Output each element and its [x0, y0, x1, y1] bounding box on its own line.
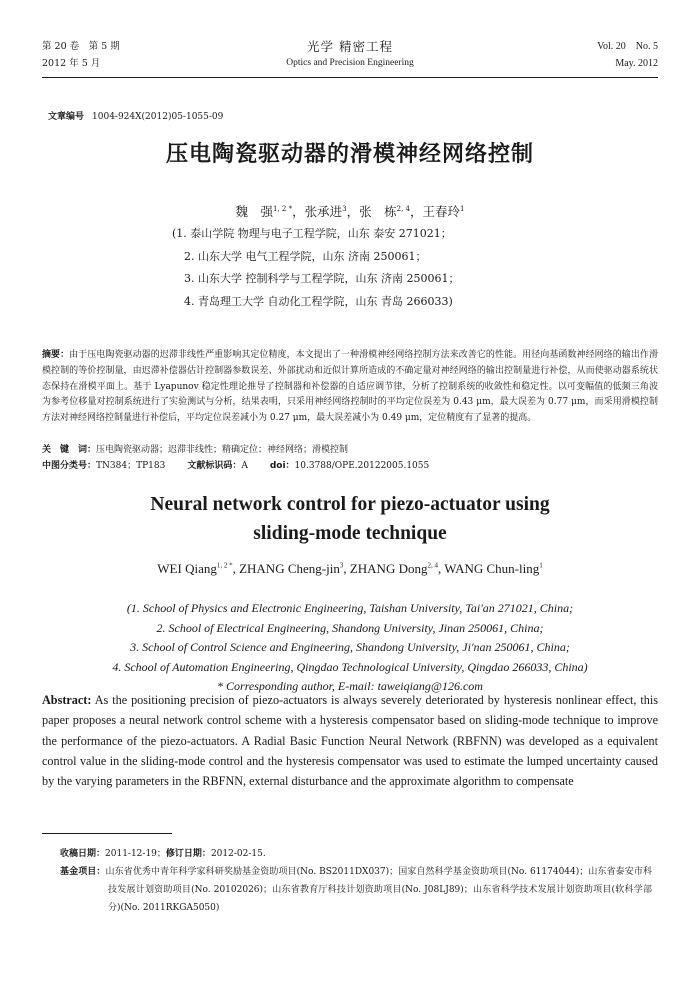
- author-affiliation-mark: 1: [539, 561, 543, 570]
- header-divider: [42, 77, 658, 78]
- affiliation-en-1: (1. School of Physics and Electronic Engineering, Taishan University, Tai'an 271021, China;: [126, 601, 574, 615]
- header-center: [42, 38, 658, 72]
- funding-line: [60, 863, 652, 917]
- affiliation-en-2: 2. School of Electrical Engineering, Shandong University, Jinan 250061, China;: [156, 620, 544, 635]
- abstract-en-text: As the positioning precision of piezo-actuators is always severely deteriorated by hysteresis nonlinear effect, this paper proposes a neural network control scheme with a hysteresis compensator based on sliding-mode technique to improve the performance of the piezo-actuators. A Radial Basic Function Neural Network (RBFNN) was developed as a equivalent control value in the sliding-mode control and the hysteresis compensator was used to estimate the lumped uncertainty caused by the varying parameters in the RBFNN, external disturbance and the approximate algorithm to compensate: [42, 693, 659, 789]
- abstract-en-label: Abstract:: [42, 693, 92, 707]
- volume-issue-en: Vol. 20 No. 5: [597, 41, 658, 52]
- title-zh: 压电陶瓷驱动器的滑模神经网络控制: [165, 142, 534, 167]
- journal-name-zh: 光学 精密工程: [307, 39, 393, 54]
- abstract-zh-text: 由于压电陶瓷驱动器的迟滞非线性严重影响其定位精度，本文提出了一种滑模神经网络控制方法来改善它的性能。用径向基函数神经网络的输出作滑模控制的等价控制量，由迟滞补偿器估计控制器参数误差、外部扰动和近似计算所造成的不确定量对神经网络的输出控制量进行补偿，从而使驱动器系统状态保持在滑模平面上。基于 Lyapunov 稳定性理论推导了控制器和补偿器的自适应调节律，分析了控制系统的收敛性和稳定性。以可变幅值的低频三角波为参考位移量对控制系统进行了实验测试与分析，结果表明，只采用神经网络控制时的平均定位误差为 0.43 μm，最大误差为 0.77 μm，而采用滑模控制方法对神经网络控制量进行补偿后，平均定位误差减小为 0.27 μm，最大误差减小为 0.49 μm，定位精度有了显著的提高。: [42, 350, 658, 424]
- doi-label: doi：: [269, 461, 295, 471]
- dates-line: [60, 845, 652, 863]
- fund-label: 基金项目：: [60, 867, 106, 877]
- article-number-label: 文章编号: [48, 112, 85, 122]
- author-name: 魏 强: [235, 204, 274, 219]
- author-affiliation-mark: 1, 2 *: [273, 204, 293, 213]
- author-affiliation-mark: 2, 4: [396, 204, 410, 213]
- author-name-en: WANG Chun-ling: [444, 561, 540, 576]
- volume-issue-zh: 第 20 卷 第 5 期: [42, 41, 120, 52]
- doc-code-value: A: [241, 461, 248, 471]
- affiliation-en-3: 3. School of Control Science and Engineering, Shandong University, Ji'nan 250061, China;: [130, 640, 570, 654]
- abstract-en: [42, 690, 658, 791]
- author-affiliation-mark: 3: [339, 561, 344, 570]
- title-en-line-2: sliding-mode technique: [253, 523, 447, 544]
- footnote-divider: [42, 833, 172, 834]
- authors-en: WEI Qiang$^{1, 2 *}$, ZHANG Cheng-jin$^3$, ZHANG Dong$^{2, 4}$, WANG Chun-ling$^1$: [157, 561, 543, 576]
- title-en-line-1: Neural network control for piezo-actuator using: [150, 494, 550, 515]
- article-number-value: 1004-924X(2012)05-1055-09: [92, 112, 224, 122]
- affiliation-zh-4: 4. 青岛理工大学 自动化工程学院，山东 青岛 266033): [184, 294, 453, 308]
- received-label: 收稿日期：: [60, 849, 106, 859]
- keywords-zh-label: 关 键 词：: [42, 445, 97, 455]
- clc-value: TN384；TP183: [96, 461, 166, 471]
- fund-value: 山东省优秀中青年科学家科研奖励基金资助项目(No. BS2011DX037)；国家自然科学基金资助项目(No. 61174044)；山东省泰安市科技发展计划资助项目(No. 20102026)；山东省教育厅科技计划资助项目(No. J08LJ89)；山东省科学技术发展计划资助项目(软科学部分)(No. 2011RKGA5050): [105, 867, 652, 913]
- abstract-zh: [42, 348, 658, 427]
- author-name-en: ZHANG Dong: [349, 561, 428, 576]
- keywords-zh-text: 压电陶瓷驱动器；迟滞非线性；精确定位；神经网络；滑模控制: [96, 445, 349, 455]
- affiliations-en: [0, 599, 700, 697]
- title-en: [0, 490, 700, 548]
- author-name-en: WEI Qiang: [157, 561, 217, 576]
- revised-label: 修订日期：: [165, 849, 211, 859]
- doc-code-label: 文献标识码：: [187, 461, 242, 471]
- journal-name-en: Optics and Precision Engineering: [286, 58, 414, 68]
- author-affiliation-mark: 1: [460, 204, 465, 213]
- revised-value: 2012-02-15.: [210, 849, 266, 859]
- abstract-zh-label: 摘要：: [42, 350, 70, 360]
- author-name: 张 栋: [359, 204, 397, 219]
- date-en: May. 2012: [615, 58, 658, 69]
- affiliation-zh-1: (1. 泰山学院 物理与电子工程学院，山东 泰安 271021；: [172, 227, 452, 240]
- author-name: 王春玲: [422, 204, 461, 219]
- author-name: 张承进: [304, 204, 343, 219]
- affiliation-zh-3: 3. 山东大学 控制科学与工程学院，山东 济南 250061；: [184, 272, 460, 285]
- clc-label: 中图分类号：: [42, 461, 97, 471]
- article-number: [48, 109, 223, 122]
- affiliation-zh-2: 2. 山东大学 电气工程学院，山东 济南 250061；: [184, 249, 427, 263]
- author-affiliation-mark: 3: [342, 204, 347, 213]
- date-zh: 2012 年 5 月: [42, 58, 101, 69]
- classification-line: [42, 459, 658, 475]
- received-value: 2011-12-19；: [105, 849, 166, 859]
- author-affiliation-mark: 1, 2 *: [216, 561, 233, 570]
- footnotes: [60, 845, 652, 917]
- corresponding-author: * Corresponding author, E-mail: taweiqiang@126.com: [217, 679, 483, 693]
- author-name-en: ZHANG Cheng-jin: [239, 561, 340, 576]
- doi-value: 10.3788/OPE.20122005.1055: [294, 461, 430, 471]
- authors-zh: 魏 强$^{1, 2 *}$，张承进$^3$，张 栋$^{2, 4}$，王春玲$^1$: [235, 204, 465, 219]
- running-header: [42, 38, 658, 72]
- affiliation-en-4: 4. School of Automation Engineering, Qingdao Technological University, Qingdao 266033, China): [112, 659, 588, 674]
- header-right: [597, 38, 658, 72]
- affiliations-zh: [172, 223, 459, 313]
- keywords-zh: [42, 443, 658, 459]
- author-affiliation-mark: 2, 4: [427, 561, 438, 570]
